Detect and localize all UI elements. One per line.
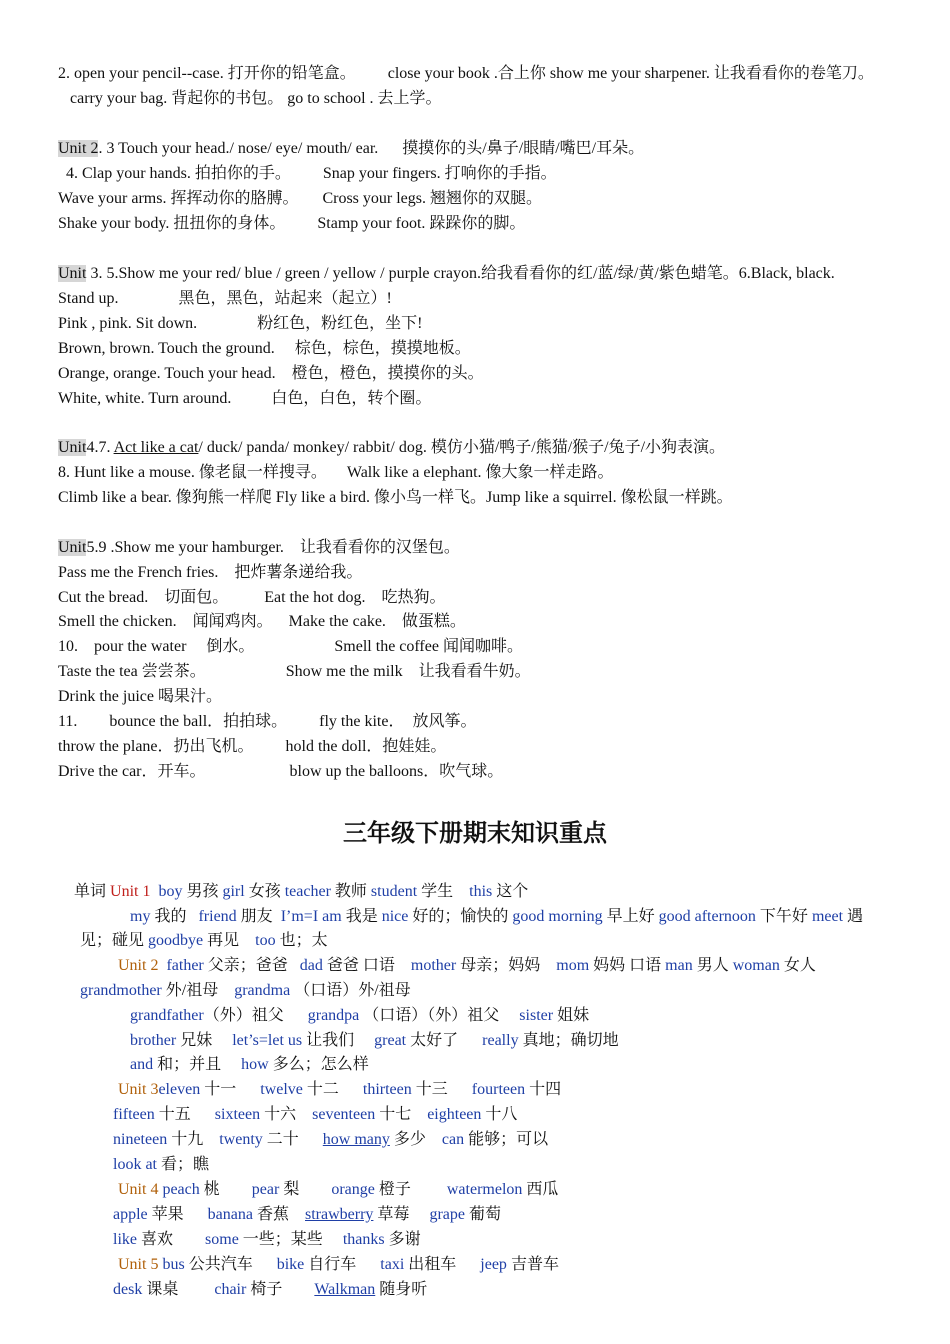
vocab-word: thanks — [342, 1231, 385, 1248]
vocab-meaning: 妈妈 口语 — [589, 957, 666, 974]
vocab-word: can — [441, 1131, 465, 1148]
vocab-meaning: 香蕉 — [252, 1206, 305, 1223]
vocab-meaning: 看；瞧 — [157, 1156, 210, 1173]
unit-label: Unit 1 — [110, 883, 151, 900]
line-text: 5.9 .Show me your hamburger. 让我看看你的汉堡包。 — [86, 539, 460, 556]
line-taste-tea: Taste the tea 尝尝茶。 Show me the milk 让我看看牛奶。 — [58, 663, 531, 680]
vocab-meaning: 椅子 — [246, 1281, 315, 1298]
vocab-meaning: 外/祖母 — [161, 982, 235, 999]
line-touch-ground: Brown, brown. Touch the ground. 棕色，棕色，摸摸地板。 — [58, 340, 471, 357]
line-sit-down: Pink , pink. Sit down. 粉红色，粉红色，坐下! — [58, 315, 423, 332]
line-shake-body: Shake your body. 扭扭你的身体。 Stamp your foot. 跺跺你的脚。 — [58, 215, 526, 232]
line-unit5-hamburger — [58, 538, 460, 558]
vocab-meaning: 自行车 — [304, 1256, 381, 1273]
vocab-meaning: 二十 — [262, 1131, 323, 1148]
vocab-word: how — [241, 1056, 269, 1073]
vocab-meaning: 苹果 — [147, 1206, 208, 1223]
line-stand-up: Stand up. 黑色，黑色，站起来（起立）! — [58, 290, 392, 307]
vocab-meaning: 桃 — [199, 1181, 252, 1198]
vocab-meaning: 下午好 — [755, 908, 812, 925]
vocab-meaning: 和；并且 — [153, 1056, 242, 1073]
vocab-word: chair — [214, 1281, 247, 1298]
line-unit4-act — [58, 438, 725, 458]
vocab-word: look at — [113, 1156, 157, 1173]
vocab-meaning: 课桌 — [142, 1281, 215, 1298]
vocab-meaning: 十六 — [260, 1106, 313, 1123]
vocab-word: how many — [322, 1131, 390, 1148]
line-touch-head: Orange, orange. Touch your head. 橙色，橙色，摸摸你的头。 — [58, 365, 484, 382]
vocab-word: fifteen — [113, 1106, 155, 1123]
vocab-word: woman — [732, 957, 780, 974]
underlined-phrase: Act like a cat — [113, 439, 199, 456]
unit-label: Unit 3 — [118, 1081, 159, 1098]
vocab-meaning: 姐妹 — [553, 1007, 590, 1024]
vocab-meaning: 葡萄 — [464, 1206, 501, 1223]
vocab-meaning: 教师 — [330, 883, 371, 900]
line-smell-chicken: Smell the chicken. 闻闻鸡肉。 Make the cake. 做蛋糕。 — [58, 613, 466, 630]
line-hunt-mouse: 8. Hunt like a mouse. 像老鼠一样搜寻。 Walk like a elephant. 像大象一样走路。 — [58, 464, 614, 481]
line-drive-car: Drive the car．开车。 blow up the balloons．吹气球。 — [58, 763, 504, 780]
vocab-meaning: 十五 — [154, 1106, 215, 1123]
vocab-meaning: 母亲；妈妈 — [456, 957, 557, 974]
vocab-meaning: 男人 — [692, 957, 733, 974]
vocab-meaning: 一些；某些 — [238, 1231, 343, 1248]
line-text: 3. 5.Show me your red/ blue / green / yellow / purple crayon.给我看看你的红/蓝/绿/黄/紫色蜡笔。6.Black, black. — [86, 265, 835, 282]
vocab-word: this — [469, 883, 493, 900]
vocab-meaning: 女人 — [779, 957, 816, 974]
vocab-word: let’s=let us — [232, 1032, 303, 1049]
vocab-meaning: 早上好 — [602, 908, 659, 925]
vocab-meaning: 公共汽车 — [184, 1256, 277, 1273]
line-unit3-crayon — [58, 264, 835, 284]
vocab-meaning: 我的 — [150, 908, 199, 925]
vocab-word: mom — [556, 957, 590, 974]
vocab-meaning: （口语）外/祖母 — [290, 982, 411, 999]
vocab-word: watermelon — [446, 1181, 523, 1198]
vocab-meaning: 女孩 — [244, 883, 285, 900]
line-unit2-touch — [58, 139, 644, 159]
vocab-word: I’m=I am — [280, 908, 342, 925]
vocab-word: grandmother — [80, 982, 162, 999]
vocab-meaning: 十九 — [167, 1131, 220, 1148]
vocab-meaning: 梨 — [279, 1181, 332, 1198]
vocab-word: seventeen — [312, 1106, 376, 1123]
line-pour-water: 10. pour the water 倒水。 Smell the coffee 闻闻咖啡。 — [58, 638, 523, 655]
vocab-word: meet — [811, 908, 844, 925]
vocab-word: mother — [410, 957, 457, 974]
vocab-word: and — [130, 1056, 154, 1073]
vocab-word: apple — [113, 1206, 148, 1223]
vocab-word: brother — [130, 1032, 177, 1049]
unit-label: Unit 5 — [118, 1256, 159, 1273]
vocab-word: like — [113, 1231, 137, 1248]
vocab-meaning: 喜欢 — [137, 1231, 206, 1248]
vocab-line — [97, 1260, 427, 1320]
vocab-word: man — [665, 957, 693, 974]
vocab-meaning: 好的；愉快的 — [408, 908, 513, 925]
vocab-word: pear — [251, 1181, 280, 1198]
vocab-word: Walkman — [314, 1281, 376, 1298]
line-french-fries: Pass me the French fries. 把炸薯条递给我。 — [58, 564, 363, 581]
vocab-word: really — [482, 1032, 519, 1049]
vocab-meaning: 多少 — [389, 1131, 442, 1148]
vocab-meaning: 十八 — [481, 1106, 518, 1123]
vocab-word: good afternoon — [658, 908, 756, 925]
vocab-meaning: 父亲；爸爸 — [203, 957, 300, 974]
vocab-meaning: 多谢 — [384, 1231, 421, 1248]
line-wave-arms: Wave your arms. 挥挥动你的胳膊。 Cross your legs. 翘翘你的双腿。 — [58, 190, 543, 207]
vocab-meaning: 见；碰见 — [80, 932, 149, 949]
vocab-meaning: 橙子 — [374, 1181, 447, 1198]
vocab-word: goodbye — [148, 932, 204, 949]
line-clap-hands: 4. Clap your hands. 拍拍你的手。 Snap your fingers. 打响你的手指。 — [66, 165, 557, 182]
vocab-meaning: 让我们 — [302, 1032, 375, 1049]
vocab-word: peach — [162, 1181, 200, 1198]
vocab-word: sister — [519, 1007, 554, 1024]
vocab-word: thirteen — [362, 1081, 412, 1098]
vocab-meaning: 爸爸 口语 — [322, 957, 411, 974]
vocab-word: bus — [162, 1256, 185, 1273]
vocab-word: grandfather — [130, 1007, 204, 1024]
vocab-word: twenty — [219, 1131, 263, 1148]
vocab-text: 单词 — [74, 883, 111, 900]
line-text: . 3 Touch your head./ nose/ eye/ mouth/ ear. 摸摸你的头/鼻子/眼睛/嘴巴/耳朵。 — [98, 140, 645, 157]
vocab-word: taxi — [380, 1256, 405, 1273]
vocab-word: teacher — [284, 883, 331, 900]
vocab-word: eighteen — [427, 1106, 482, 1123]
vocab-meaning: 男孩 — [182, 883, 223, 900]
unit-label-highlight: Unit 2 — [58, 140, 99, 157]
vocab-word: fourteen — [471, 1081, 526, 1098]
unit-label-highlight: Unit — [58, 439, 87, 456]
line-carry-bag: carry your bag. 背起你的书包。 go to school . 去上学。 — [70, 90, 442, 107]
vocab-word: eleven — [158, 1081, 201, 1098]
vocab-meaning: 多么；怎么样 — [268, 1056, 369, 1073]
vocab-word: grape — [429, 1206, 465, 1223]
line-text: 4.7. — [86, 439, 114, 456]
page-title: 三年级下册期末知识重点 — [343, 818, 607, 847]
vocab-word: orange — [331, 1181, 375, 1198]
vocab-meaning: 兄妹 — [176, 1032, 233, 1049]
line-text: / duck/ panda/ monkey/ rabbit/ dog. 模仿小猫/鸭子/熊猫/猴子/兔子/小狗表演。 — [198, 439, 726, 456]
line-throw-plane: throw the plane．扔出飞机。 hold the doll．抱娃娃。 — [58, 738, 447, 755]
vocab-word: girl — [222, 883, 245, 900]
vocab-word: good morning — [512, 908, 603, 925]
vocab-word: student — [370, 883, 418, 900]
vocab-word: nineteen — [113, 1131, 168, 1148]
vocab-word: grandma — [234, 982, 291, 999]
vocab-meaning: 十七 — [375, 1106, 428, 1123]
vocab-word: desk — [113, 1281, 143, 1298]
line-climb-bear: Climb like a bear. 像狗熊一样爬 Fly like a bird. 像小鸟一样飞。Jump like a squirrel. 像松鼠一样跳。 — [58, 489, 733, 506]
line-cut-bread: Cut the bread. 切面包。 Eat the hot dog. 吃热狗。 — [58, 589, 446, 606]
unit-label: Unit 4 — [118, 1181, 159, 1198]
vocab-meaning: 学生 — [417, 883, 470, 900]
unit-label-highlight: Unit — [58, 265, 87, 282]
vocab-word: dad — [299, 957, 323, 974]
line-bounce-ball: 11. bounce the ball．拍拍球。 fly the kite． 放风筝。 — [58, 713, 477, 730]
unit-label: Unit 2 — [118, 957, 159, 974]
vocab-word: strawberry — [305, 1206, 374, 1223]
vocab-word: father — [166, 957, 204, 974]
vocab-word: jeep — [480, 1256, 507, 1273]
vocab-meaning: 随身听 — [375, 1281, 428, 1298]
vocab-meaning: 十四 — [525, 1081, 562, 1098]
vocab-meaning: 我是 — [341, 908, 382, 925]
vocab-meaning: 能够；可以 — [464, 1131, 549, 1148]
vocab-meaning: 这个 — [492, 883, 529, 900]
vocab-meaning: 也；太 — [275, 932, 328, 949]
vocab-word: friend — [198, 908, 237, 925]
vocab-meaning: 十三 — [411, 1081, 472, 1098]
vocab-word: boy — [158, 883, 183, 900]
vocab-meaning: 遇 — [843, 908, 864, 925]
vocab-meaning: 十二 — [302, 1081, 363, 1098]
vocab-meaning: （口语）（外）祖父 — [359, 1007, 520, 1024]
vocab-meaning: 十一 — [200, 1081, 261, 1098]
vocab-meaning: 吉普车 — [506, 1256, 559, 1273]
vocab-meaning: 朋友 — [236, 908, 281, 925]
vocab-word: banana — [207, 1206, 253, 1223]
vocab-meaning: 再见 — [203, 932, 256, 949]
vocab-word: twelve — [260, 1081, 303, 1098]
vocab-word: my — [130, 908, 151, 925]
line-turn-around: White, white. Turn around. 白色，白色，转个圈。 — [58, 390, 432, 407]
vocab-meaning: 出租车 — [404, 1256, 481, 1273]
vocab-meaning: 草莓 — [373, 1206, 430, 1223]
vocab-word: too — [255, 932, 276, 949]
unit-label-highlight: Unit — [58, 539, 87, 556]
vocab-word: bike — [276, 1256, 305, 1273]
line-pencil-case: 2. open your pencil--case. 打开你的铅笔盒。 close your book .合上你 show me your sharpener. 让我看看你的卷笔刀。 — [58, 65, 874, 82]
vocab-meaning: 西瓜 — [522, 1181, 559, 1198]
vocab-word: great — [374, 1032, 407, 1049]
vocab-word: grandpa — [307, 1007, 360, 1024]
vocab-meaning: 太好了 — [406, 1032, 483, 1049]
line-drink-juice: Drink the juice 喝果汁。 — [58, 688, 222, 705]
vocab-word: some — [205, 1231, 239, 1248]
vocab-word: sixteen — [214, 1106, 261, 1123]
vocab-word: nice — [381, 908, 409, 925]
vocab-meaning: 真地；确切地 — [518, 1032, 619, 1049]
vocab-meaning: （外）祖父 — [203, 1007, 308, 1024]
